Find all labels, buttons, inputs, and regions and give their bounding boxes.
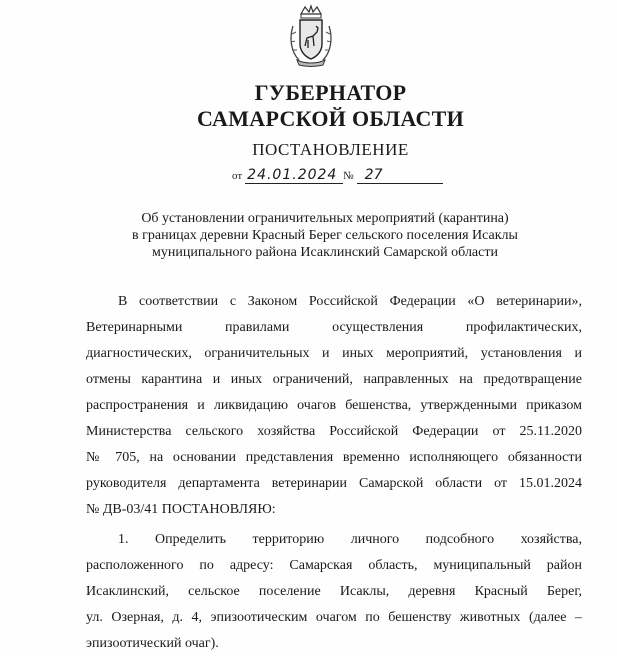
preamble-paragraph [86,289,582,523]
text-line: ул. Озерная, д. 4, эпизоотическим очагом по бешенству животных (далее – [86,610,582,625]
text-line: диагностических, ограничительных и иных мероприятий, установления и [86,346,582,361]
text-line: Министерства сельского хозяйства Российской Федерации от 25.11.2020 [86,424,582,439]
text-line: В соответствии с Законом Российской Федерации «О ветеринарии», [118,294,582,309]
document-type: ПОСТАНОВЛЕНИЕ [252,140,409,159]
date-number-line [232,168,443,184]
subject-line: Об установлении ограничительных мероприятий (карантина) [141,211,509,226]
text-line: 1. Определить территорию личного подсобного хозяйства, [118,532,582,547]
text-line: Ветеринарными правилами осуществления профилактических, [86,320,582,335]
text-line: расположенного по адресу: Самарская область, муниципальный район [86,558,582,573]
governor-title: ГУБЕРНАТОР [254,80,407,105]
text-line: руководителя департамента ветеринарии Самарской области от 15.01.2024 [86,476,582,491]
number-sign: № [343,170,354,182]
text-line: Исаклинский, сельское поселение Исаклы, деревня Красный Берег, [86,584,582,599]
samara-coat-of-arms-icon [287,4,335,68]
text-line: распространения и ликвидацию очагов бешенства, утвержденными приказом [86,398,582,413]
region-title: САМАРСКОЙ ОБЛАСТИ [196,106,465,131]
handwritten-number: 27 [357,168,443,184]
document-subject [60,210,590,261]
subject-line: муниципального района Исаклинский Самарской области [152,245,498,260]
date-prefix: от [232,170,243,182]
text-line: отмены карантина и иных ограничений, направленных на предотвращение [86,372,582,387]
text-line: № 705, на основании представления временно исполняющего обязанности [86,450,582,465]
text-line: эпизоотический очаг). [86,636,219,651]
clause-1-paragraph [86,527,582,657]
text-line: № ДВ-03/41 ПОСТАНОВЛЯЮ: [86,502,276,517]
subject-line: в границах деревни Красный Берег сельского поселения Исаклы [132,228,518,243]
handwritten-date: 24.01.2024 [245,168,343,184]
